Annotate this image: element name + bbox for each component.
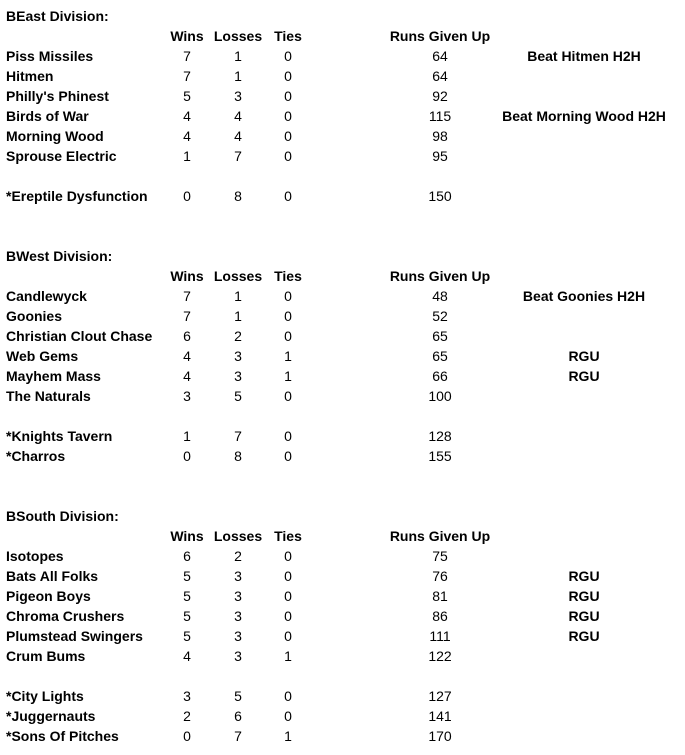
wins-value: 3 (183, 688, 191, 704)
losses-value: 3 (234, 368, 242, 384)
eliminated-row (0, 446, 685, 466)
runs-given-up-value: 92 (432, 88, 448, 104)
division-title-text: BWest Division: (6, 248, 113, 264)
tiebreak-note (490, 186, 678, 206)
losses-value: 6 (234, 708, 242, 724)
losses-value: 1 (234, 48, 242, 64)
table-row (0, 326, 685, 346)
losses-value: 7 (234, 728, 242, 744)
table-row (0, 106, 685, 126)
team-name: *Charros (6, 448, 66, 464)
losses-value: 3 (234, 628, 242, 644)
team-name: Bats All Folks (6, 568, 99, 584)
header-runs-given-up: Runs Given Up (389, 28, 491, 44)
ties-value: 1 (284, 648, 292, 664)
wins-value: 1 (183, 428, 191, 444)
team-name: Candlewyck (6, 288, 87, 304)
runs-given-up-value: 122 (428, 648, 452, 664)
wins-value: 5 (183, 88, 191, 104)
wins-value: 6 (183, 328, 191, 344)
losses-value: 2 (234, 328, 242, 344)
ties-value: 0 (284, 388, 292, 404)
tiebreak-note (490, 386, 678, 406)
ties-value: 0 (284, 568, 292, 584)
wins-value: 4 (183, 128, 191, 144)
eliminated-row (0, 706, 685, 726)
runs-given-up-value: 98 (432, 128, 448, 144)
tiebreak-note: RGU (568, 348, 600, 364)
wins-value: 0 (183, 188, 191, 204)
ties-value: 1 (284, 348, 292, 364)
runs-given-up-value: 95 (432, 148, 448, 164)
ties-value: 0 (284, 428, 292, 444)
losses-value: 3 (234, 648, 242, 664)
tiebreak-note (490, 426, 678, 446)
runs-given-up-value: 170 (428, 728, 452, 744)
ties-value: 0 (284, 68, 292, 84)
runs-given-up-value: 52 (432, 308, 448, 324)
runs-given-up-value: 75 (432, 548, 448, 564)
losses-value: 1 (234, 308, 242, 324)
runs-given-up-value: 64 (432, 68, 448, 84)
ties-value: 0 (284, 308, 292, 324)
ties-value: 0 (284, 288, 292, 304)
team-name: Sprouse Electric (6, 148, 117, 164)
wins-value: 1 (183, 148, 191, 164)
losses-value: 3 (234, 568, 242, 584)
losses-value: 1 (234, 68, 242, 84)
header-losses: Losses (213, 528, 263, 544)
losses-value: 3 (234, 588, 242, 604)
table-row (0, 146, 685, 166)
wins-value: 4 (183, 108, 191, 124)
header-ties: Ties (274, 268, 302, 284)
team-name: The Naturals (6, 388, 91, 404)
tiebreak-note: RGU (568, 568, 600, 584)
division-title-text: BEast Division: (6, 8, 109, 24)
losses-value: 3 (234, 608, 242, 624)
team-name: Philly's Phinest (6, 88, 109, 104)
ties-value: 0 (284, 548, 292, 564)
losses-value: 3 (234, 348, 242, 364)
runs-given-up-value: 111 (429, 628, 451, 644)
tiebreak-note: Beat Goonies H2H (522, 288, 646, 304)
team-name: *Sons Of Pitches (6, 728, 119, 744)
team-name: Mayhem Mass (6, 368, 101, 384)
division-title (0, 246, 685, 266)
ties-value: 0 (284, 188, 292, 204)
ties-value: 0 (284, 628, 292, 644)
header-wins: Wins (170, 268, 204, 284)
ties-value: 1 (284, 368, 292, 384)
header-losses: Losses (213, 28, 263, 44)
team-name: Goonies (6, 308, 63, 324)
team-name: *Knights Tavern (6, 428, 113, 444)
wins-value: 0 (183, 728, 191, 744)
runs-given-up-value: 141 (428, 708, 452, 724)
losses-value: 5 (234, 688, 242, 704)
runs-given-up-value: 127 (428, 688, 452, 704)
runs-given-up-value: 86 (432, 608, 448, 624)
wins-value: 6 (183, 548, 191, 564)
table-row (0, 566, 685, 586)
ties-value: 0 (284, 108, 292, 124)
table-row (0, 306, 685, 326)
tiebreak-note: RGU (568, 368, 600, 384)
eliminated-row (0, 186, 685, 206)
team-name: Hitmen (6, 68, 54, 84)
tiebreak-note (490, 126, 678, 146)
team-name: Crum Bums (6, 648, 86, 664)
column-header-row (0, 26, 685, 46)
table-row (0, 386, 685, 406)
ties-value: 0 (284, 608, 292, 624)
wins-value: 5 (183, 608, 191, 624)
table-row (0, 46, 685, 66)
header-wins: Wins (170, 28, 204, 44)
team-name: Christian Clout Chase (6, 328, 153, 344)
losses-value: 7 (234, 148, 242, 164)
header-runs-given-up: Runs Given Up (389, 268, 491, 284)
team-name: Piss Missiles (6, 48, 94, 64)
header-losses: Losses (213, 268, 263, 284)
column-header-row (0, 526, 685, 546)
table-row (0, 366, 685, 386)
losses-value: 5 (234, 388, 242, 404)
ties-value: 1 (284, 728, 292, 744)
team-name: Web Gems (6, 348, 79, 364)
wins-value: 7 (183, 308, 191, 324)
table-row (0, 586, 685, 606)
tiebreak-note (490, 66, 678, 86)
ties-value: 0 (284, 88, 292, 104)
eliminated-row (0, 426, 685, 446)
division-title (0, 6, 685, 26)
team-name: Plumstead Swingers (6, 628, 143, 644)
team-name: *Ereptile Dysfunction (6, 188, 148, 204)
wins-value: 4 (183, 368, 191, 384)
header-runs-given-up: Runs Given Up (389, 528, 491, 544)
runs-given-up-value: 155 (428, 448, 452, 464)
eliminated-row (0, 686, 685, 706)
ties-value: 0 (284, 48, 292, 64)
table-row (0, 66, 685, 86)
tiebreak-note: Beat Morning Wood H2H (502, 108, 666, 124)
table-row (0, 346, 685, 366)
tiebreak-note (490, 326, 678, 346)
table-row (0, 86, 685, 106)
tiebreak-note (490, 726, 678, 746)
wins-value: 4 (183, 348, 191, 364)
losses-value: 8 (234, 188, 242, 204)
ties-value: 0 (284, 328, 292, 344)
ties-value: 0 (284, 128, 292, 144)
runs-given-up-value: 65 (432, 348, 448, 364)
runs-given-up-value: 76 (432, 568, 448, 584)
table-row (0, 546, 685, 566)
table-row (0, 646, 685, 666)
wins-value: 3 (183, 388, 191, 404)
wins-value: 5 (183, 628, 191, 644)
division-title (0, 506, 685, 526)
team-name: *City Lights (6, 688, 84, 704)
ties-value: 0 (284, 148, 292, 164)
table-row (0, 286, 685, 306)
runs-given-up-value: 65 (432, 328, 448, 344)
runs-given-up-value: 115 (428, 108, 452, 124)
ties-value: 0 (284, 708, 292, 724)
ties-value: 0 (284, 448, 292, 464)
losses-value: 4 (234, 128, 242, 144)
tiebreak-note: RGU (568, 628, 600, 644)
table-row (0, 126, 685, 146)
column-header-row (0, 266, 685, 286)
tiebreak-note (490, 546, 678, 566)
tiebreak-note (490, 446, 678, 466)
tiebreak-note (490, 146, 678, 166)
losses-value: 3 (234, 88, 242, 104)
team-name: Morning Wood (6, 128, 104, 144)
eliminated-row (0, 726, 685, 746)
runs-given-up-value: 66 (432, 368, 448, 384)
ties-value: 0 (284, 688, 292, 704)
table-row (0, 626, 685, 646)
wins-value: 5 (183, 568, 191, 584)
team-name: Chroma Crushers (6, 608, 125, 624)
wins-value: 5 (183, 588, 191, 604)
team-name: Birds of War (6, 108, 89, 124)
runs-given-up-value: 48 (432, 288, 448, 304)
wins-value: 7 (183, 288, 191, 304)
division-title-text: BSouth Division: (6, 508, 119, 524)
team-name: *Juggernauts (6, 708, 96, 724)
tiebreak-note (490, 686, 678, 706)
wins-value: 2 (183, 708, 191, 724)
header-ties: Ties (274, 528, 302, 544)
losses-value: 2 (234, 548, 242, 564)
tiebreak-note: RGU (568, 588, 600, 604)
runs-given-up-value: 64 (432, 48, 448, 64)
team-name: Pigeon Boys (6, 588, 91, 604)
wins-value: 4 (183, 648, 191, 664)
header-wins: Wins (170, 528, 204, 544)
ties-value: 0 (284, 588, 292, 604)
wins-value: 7 (183, 68, 191, 84)
tiebreak-note (490, 706, 678, 726)
tiebreak-note: Beat Hitmen H2H (527, 48, 641, 64)
header-ties: Ties (274, 28, 302, 44)
team-name: Isotopes (6, 548, 64, 564)
runs-given-up-value: 128 (428, 428, 452, 444)
losses-value: 4 (234, 108, 242, 124)
losses-value: 7 (234, 428, 242, 444)
tiebreak-note (490, 646, 678, 666)
runs-given-up-value: 100 (428, 388, 452, 404)
runs-given-up-value: 81 (432, 588, 448, 604)
wins-value: 0 (183, 448, 191, 464)
wins-value: 7 (183, 48, 191, 64)
tiebreak-note: RGU (568, 608, 600, 624)
tiebreak-note (490, 86, 678, 106)
losses-value: 8 (234, 448, 242, 464)
table-row (0, 606, 685, 626)
tiebreak-note (490, 306, 678, 326)
runs-given-up-value: 150 (428, 188, 452, 204)
losses-value: 1 (234, 288, 242, 304)
